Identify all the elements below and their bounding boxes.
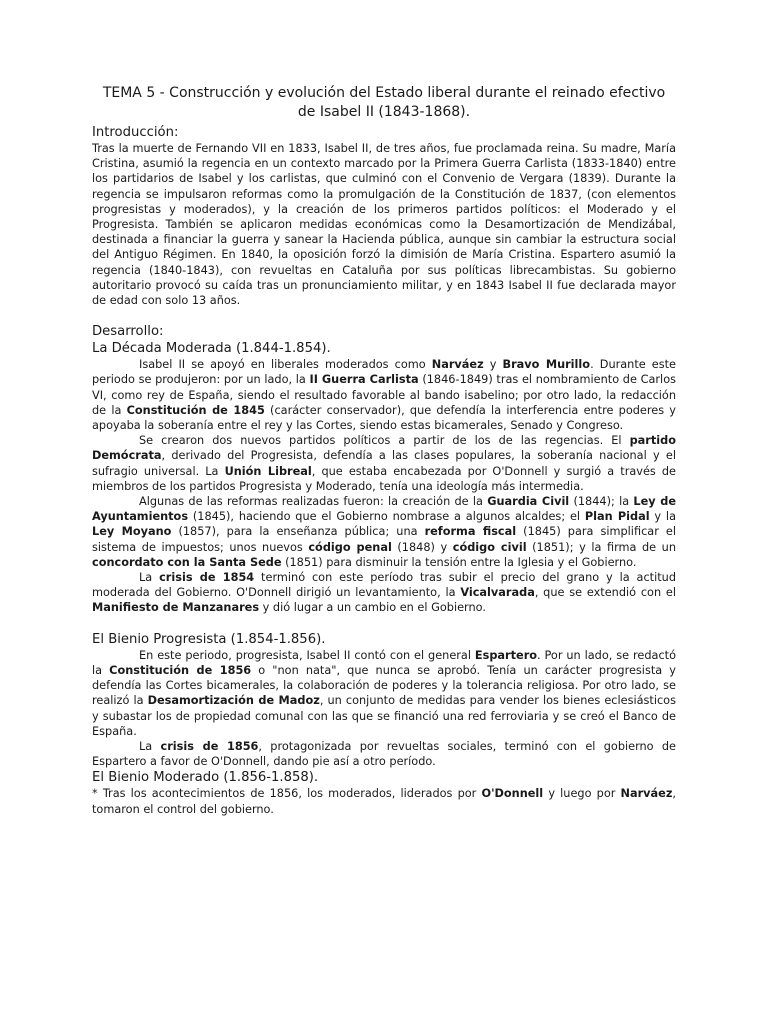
bold-term: crisis de 1854	[159, 571, 255, 585]
decada-moderada-heading: La Década Moderada (1.844-1.854).	[92, 341, 331, 357]
intro-paragraph: Tras la muerte de Fernando VII en 1833, Isabel II, de tres años, fue proclamada reina. Su madre, María Cristina, asumió la regencia en un contexto marcado por la Primera Guerra Carlista (1833-1840) entre los partidarios de Isabel y los carlistas, que culminó con el Convenio de Vergara (1839). Durante la regencia se impulsaron reformas como la promulgación de la Constitución de 1837, (con elementos progresistas y moderados), y la creación de los primeros partidos políticos: el Moderado y el Progresista. También se aplicaron medidas económicas como la Desamortización de Mendizábal, destinada a financiar la guerra y sanear la Hacienda pública, aunque sin cambiar la estructura social del Antiguo Régimen. En 1840, la oposición forzó la dimisión de María Cristina. Espartero asumió la regencia (1840-1843), con revueltas en Cataluña por sus políticas librecambistas. Su gobierno autoritario provocó su caída tras un pronunciamiento militar, y en 1843 Isabel II fue declarada mayor de edad con solo 13 años.	[92, 142, 676, 308]
bold-term: Vicalvarada	[460, 586, 535, 600]
text-run: La	[139, 739, 161, 753]
bold-term: Unión Libreal	[224, 464, 312, 478]
bold-term: partido Demócrata	[92, 434, 676, 463]
text-run: (1844); la	[569, 495, 634, 509]
text-run: y dió lugar a un cambio en el Gobierno.	[259, 601, 486, 615]
bold-term: Guardia Civil	[487, 495, 570, 509]
text-run: (1851); y la firma de un	[526, 540, 676, 554]
bienio-progresista-paragraph-1	[92, 648, 676, 739]
text-run: . Por un lado, se redactó la	[92, 648, 676, 677]
text-run: (1857), para la enseñanza pública; una	[171, 525, 425, 539]
text-run: Se crearon dos nuevos partidos políticos a partir de los de las regencias. El	[139, 434, 630, 448]
text-run: (1851) para disminuir la tensión entre la Iglesia y el Gobierno.	[281, 555, 637, 569]
bold-term: concordato con la Santa Sede	[92, 555, 282, 569]
text-run: o "non nata", que nunca se aprobó. Tenía un carácter progresista y defendía las Cortes bicamerales, la colaboración de poderes y la tolerancia religiosa. Por otro lado, se realizó la	[92, 663, 676, 708]
text-run: , que estaba encabezada por O'Donnell y surgió a través de miembros de los partidos Progresista y Moderado, tenía una ideología más intermedia.	[92, 464, 677, 493]
bold-term: Manifiesto de Manzanares	[92, 601, 260, 615]
text-run: (1846-1849) tras el nombramiento de Carlos VI, como rey de España, siendo el resultado favorable al bando isabelino; por otro lado, la redacción de la	[92, 373, 676, 417]
text-run: y la	[649, 510, 676, 524]
text-run: terminó con este período tras subir el precio del grano y la actitud moderada del Gobierno. O'Donnell dirigió un levantamiento, la	[92, 571, 676, 600]
bold-term: Espartero	[474, 648, 538, 662]
bold-term: Ley de Ayuntamientos	[92, 495, 676, 524]
page-title: TEMA 5 - Construcción y evolución del Estado liberal durante el reinado efectivo de Isabel II (1843-1868).	[102, 85, 666, 120]
text-run: Isabel II se apoyó en liberales moderados como	[139, 358, 432, 372]
text-run: La	[139, 571, 160, 585]
decada-paragraph-3	[92, 494, 676, 570]
text-run: y	[483, 358, 503, 372]
bullet-marker: *	[92, 787, 103, 801]
bold-term: crisis de 1856	[160, 739, 259, 753]
bold-term: Ley Moyano	[92, 525, 172, 539]
bold-term: Narváez	[431, 358, 484, 372]
bold-term: Bravo Murillo	[502, 358, 591, 372]
text-run: , tomaron el control del gobierno.	[92, 787, 676, 816]
bienio-progresista-heading: El Bienio Progresista (1.854-1.856).	[92, 631, 326, 647]
bold-term: Constitución de 1856	[109, 663, 252, 677]
bold-term: código civil	[452, 540, 527, 554]
text-run: Algunas de las reformas realizadas fueron: la creación de la	[139, 495, 488, 509]
text-run: Tras los acontecimientos de 1856, los moderados, liderados por	[102, 787, 482, 801]
bold-term: Narváez	[620, 787, 673, 801]
intro-heading: Introducción:	[92, 125, 179, 140]
bienio-moderado-text	[92, 787, 676, 815]
decada-paragraph-1	[92, 357, 676, 433]
text-run: , un conjunto de medidas para vender los bienes eclesiásticos y subastar los de propiedad comunal con las que se financió una red ferroviaria y se creó el Banco de España.	[92, 694, 676, 738]
bienio-moderado-heading: El Bienio Moderado (1.856-1.858).	[92, 770, 319, 786]
bold-term: reforma fiscal	[424, 525, 517, 539]
bold-term: Constitución de 1845	[126, 403, 265, 417]
desarrollo-heading: Desarrollo:	[92, 324, 164, 340]
text-run: y luego por	[543, 787, 621, 801]
bold-term: O'Donnell	[481, 787, 544, 801]
text-run: . Durante este periodo se produjeron: por un lado, la	[92, 358, 676, 387]
text-run: , derivado del Progresista, defendía a las clases populares, la soberanía nacional y el sufragio universal. La	[92, 449, 676, 478]
bold-term: Desamortización de Madoz	[147, 694, 320, 708]
text-run: (1845), haciendo que el Gobierno nombrase a algunos alcaldes; el	[188, 510, 585, 524]
text-run: , protagonizada por revueltas sociales, terminó con el gobierno de Espartero a favor de O'Donnell, dando pie así a otro período.	[92, 739, 676, 769]
decada-paragraph-2	[92, 433, 676, 494]
bienio-moderado-paragraph-1	[92, 786, 676, 816]
text-run: En este periodo, progresista, Isabel II contó con el general	[139, 648, 475, 662]
bold-term: código penal	[308, 540, 392, 554]
text-run: , que se extendió con el	[534, 586, 677, 600]
bold-term: Plan Pidal	[584, 510, 650, 524]
bold-term: II Guerra Carlista	[309, 373, 419, 387]
text-run: (1845) para simplificar el sistema de impuestos; unos nuevos	[92, 525, 676, 554]
decada-paragraph-4	[92, 570, 676, 616]
text-run: (carácter conservador), que defendía la interferencia entre poderes y apoyaba la soberanía entre el rey y las Cortes, siendo estas bicamerales, Senado y Congreso.	[92, 403, 676, 433]
text-run: (1848) y	[391, 540, 453, 554]
bienio-progresista-paragraph-2	[92, 739, 676, 769]
